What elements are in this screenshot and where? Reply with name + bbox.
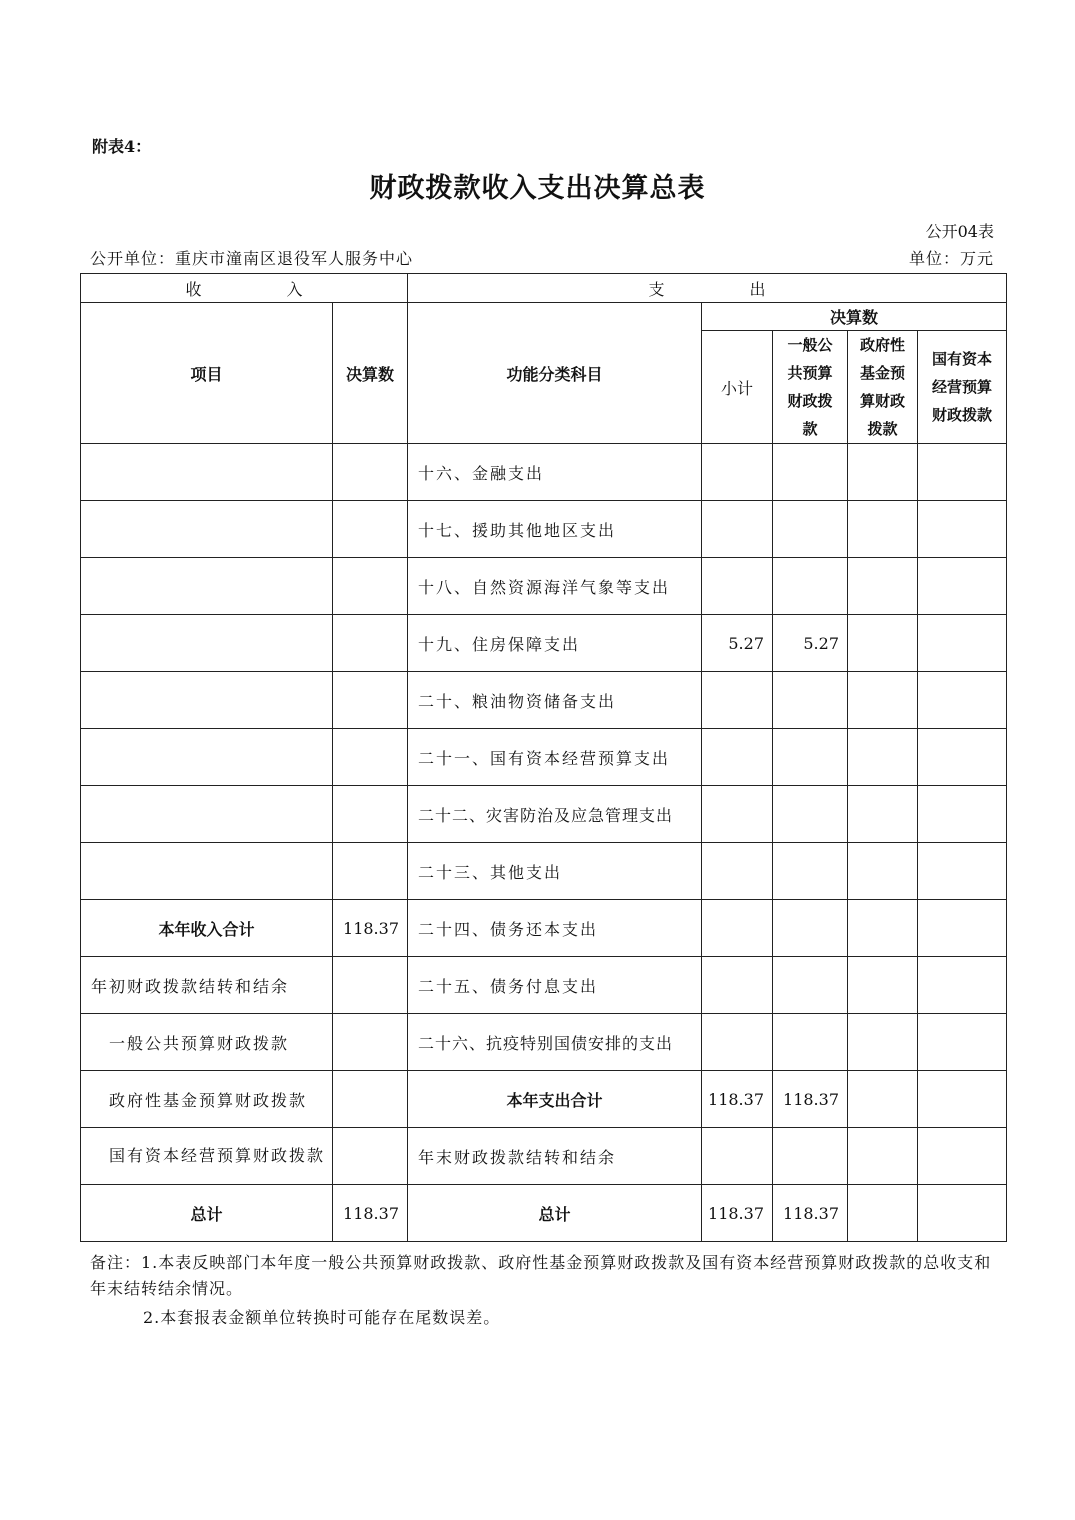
table-row — [81, 672, 1007, 729]
state-capital-cell — [918, 1014, 1007, 1071]
gov-fund-cell — [848, 900, 918, 957]
income-item-cell — [81, 558, 333, 615]
table-number: 公开04表 — [925, 222, 994, 241]
state-capital-cell — [918, 615, 1007, 672]
table-row — [81, 957, 1007, 1014]
subtotal-cell — [702, 1128, 773, 1185]
gov-fund-cell — [848, 444, 918, 501]
table-row — [81, 1071, 1007, 1128]
expense-item-cell: 二十三、其他支出 — [408, 843, 702, 900]
subtotal-cell — [702, 843, 773, 900]
income-amount-cell — [333, 729, 408, 786]
income-amount-cell — [333, 843, 408, 900]
table-row — [81, 444, 1007, 501]
income-amount-cell — [333, 1128, 408, 1185]
subtotal-cell — [702, 786, 773, 843]
currency-unit: 单位：万元 — [908, 249, 994, 268]
note-1: 备注：1.本表反映部门本年度一般公共预算财政拨款、政府性基金预算财政拨款及国有资本经营预算财政拨款的总收支和年末结转结余情况。 — [90, 1253, 992, 1298]
table-row — [81, 729, 1007, 786]
subtotal-cell: 5.27 — [702, 615, 773, 672]
income-item-cell — [81, 501, 333, 558]
table-row — [81, 501, 1007, 558]
subtotal-cell — [702, 729, 773, 786]
subtotal-cell — [702, 558, 773, 615]
income-amount-cell — [333, 786, 408, 843]
expense-item-cell: 二十二、灾害防治及应急管理支出 — [408, 786, 702, 843]
gov-fund-cell — [848, 786, 918, 843]
general-cell: 118.37 — [773, 1071, 848, 1128]
item-column-header: 项目 — [81, 303, 333, 444]
table-row — [81, 615, 1007, 672]
gov-fund-cell — [848, 729, 918, 786]
budget-summary-table — [80, 273, 1007, 1242]
income-item-cell: 年初财政拨款结转和结余 — [81, 957, 333, 1014]
gov-fund-cell — [848, 1185, 918, 1242]
expense-item-cell: 十七、援助其他地区支出 — [408, 501, 702, 558]
general-cell — [773, 843, 848, 900]
state-capital-cell — [918, 957, 1007, 1014]
general-cell — [773, 1014, 848, 1071]
state-capital-column-header: 国有资本经营预算财政拨款 — [918, 331, 1007, 444]
subtotal-cell — [702, 444, 773, 501]
gov-fund-column-header: 政府性基金预算财政拨款 — [848, 331, 918, 444]
income-amount-cell — [333, 444, 408, 501]
table-row — [81, 558, 1007, 615]
income-total-amount: 118.37 — [333, 1185, 408, 1242]
state-capital-cell — [918, 558, 1007, 615]
subtotal-cell — [702, 672, 773, 729]
income-amount-cell: 118.37 — [333, 900, 408, 957]
page-title: 财政拨款收入支出决算总表 — [369, 173, 706, 204]
function-class-column-header: 功能分类科目 — [408, 303, 702, 444]
table-row — [81, 900, 1007, 957]
income-item-cell — [81, 444, 333, 501]
gov-fund-cell — [848, 957, 918, 1014]
gov-fund-cell — [848, 615, 918, 672]
state-capital-cell — [918, 900, 1007, 957]
general-cell — [773, 444, 848, 501]
income-item-cell — [81, 615, 333, 672]
subtotal-cell — [702, 957, 773, 1014]
general-budget-column-header: 一般公共预算财政拨款 — [773, 331, 848, 444]
income-section-header: 收 入 — [81, 274, 408, 303]
income-item-cell: 本年收入合计 — [81, 900, 333, 957]
expense-item-cell: 二十六、抗疫特别国债安排的支出 — [408, 1014, 702, 1071]
header-row-sections — [81, 274, 1007, 303]
income-amount-cell — [333, 501, 408, 558]
gov-fund-cell — [848, 501, 918, 558]
state-capital-cell — [918, 1071, 1007, 1128]
subtotal-column-header: 小计 — [702, 331, 773, 444]
note-2: 2.本套报表金额单位转换时可能存在尾数误差。 — [143, 1308, 501, 1327]
income-item-cell: 国有资本经营预算财政拨款 — [81, 1128, 333, 1185]
income-item-cell — [81, 843, 333, 900]
publishing-unit: 公开单位：重庆市潼南区退役军人服务中心 — [90, 249, 414, 268]
gov-fund-cell — [848, 843, 918, 900]
table-row — [81, 1014, 1007, 1071]
subtotal-cell — [702, 501, 773, 558]
income-amount-cell — [333, 615, 408, 672]
income-item-cell: 一般公共预算财政拨款 — [81, 1014, 333, 1071]
expense-item-cell: 二十四、债务还本支出 — [408, 900, 702, 957]
gov-fund-cell — [848, 1071, 918, 1128]
expense-item-cell: 年末财政拨款结转和结余 — [408, 1128, 702, 1185]
general-cell: 118.37 — [773, 1185, 848, 1242]
expense-total-label: 总计 — [408, 1185, 702, 1242]
general-cell: 5.27 — [773, 615, 848, 672]
expense-item-cell: 二十一、国有资本经营预算支出 — [408, 729, 702, 786]
income-total-label: 总计 — [81, 1185, 333, 1242]
table-row — [81, 843, 1007, 900]
gov-fund-cell — [848, 558, 918, 615]
expense-item-cell: 二十五、债务付息支出 — [408, 957, 702, 1014]
income-item-cell — [81, 786, 333, 843]
subtotal-cell — [702, 900, 773, 957]
general-cell — [773, 729, 848, 786]
state-capital-cell — [918, 843, 1007, 900]
subtotal-cell: 118.37 — [702, 1185, 773, 1242]
table-row — [81, 786, 1007, 843]
income-amount-cell — [333, 1014, 408, 1071]
general-cell — [773, 900, 848, 957]
income-amount-cell — [333, 957, 408, 1014]
subtotal-cell: 118.37 — [702, 1071, 773, 1128]
income-amount-cell — [333, 1071, 408, 1128]
state-capital-cell — [918, 786, 1007, 843]
table-row-total — [81, 1185, 1007, 1242]
general-cell — [773, 558, 848, 615]
income-amount-cell — [333, 672, 408, 729]
income-item-cell — [81, 729, 333, 786]
amount-group-header: 决算数 — [702, 303, 1007, 331]
attachment-label: 附表4： — [92, 137, 152, 156]
expense-item-cell: 十六、金融支出 — [408, 444, 702, 501]
general-cell — [773, 501, 848, 558]
state-capital-cell — [918, 1128, 1007, 1185]
expense-item-cell: 十八、自然资源海洋气象等支出 — [408, 558, 702, 615]
income-amount-cell — [333, 558, 408, 615]
expense-item-cell: 十九、住房保障支出 — [408, 615, 702, 672]
income-item-cell — [81, 672, 333, 729]
state-capital-cell — [918, 1185, 1007, 1242]
expense-section-header: 支 出 — [408, 274, 1007, 303]
expense-item-cell: 二十、粮油物资储备支出 — [408, 672, 702, 729]
state-capital-cell — [918, 501, 1007, 558]
income-item-cell: 政府性基金预算财政拨款 — [81, 1071, 333, 1128]
general-cell — [773, 786, 848, 843]
general-cell — [773, 957, 848, 1014]
state-capital-cell — [918, 672, 1007, 729]
state-capital-cell — [918, 729, 1007, 786]
gov-fund-cell — [848, 672, 918, 729]
gov-fund-cell — [848, 1128, 918, 1185]
subtotal-cell — [702, 1014, 773, 1071]
header-row-amount-group — [81, 303, 1007, 331]
amount-column-header: 决算数 — [333, 303, 408, 444]
state-capital-cell — [918, 444, 1007, 501]
expense-item-cell: 本年支出合计 — [408, 1071, 702, 1128]
general-cell — [773, 672, 848, 729]
gov-fund-cell — [848, 1014, 918, 1071]
general-cell — [773, 1128, 848, 1185]
table-row — [81, 1128, 1007, 1185]
